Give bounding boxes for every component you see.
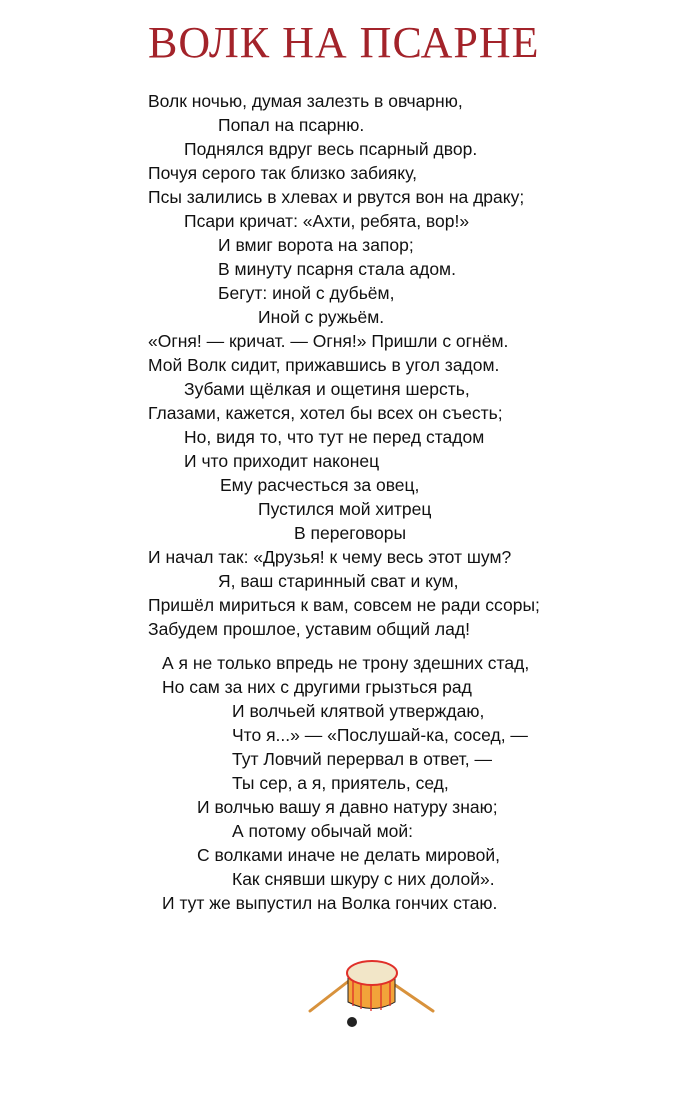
- poem-line: Ты сер, а я, приятель, сед,: [232, 773, 449, 793]
- poem-line: Почуя серого так близко забияку,: [148, 163, 417, 183]
- poem-line: Пустился мой хитрец: [258, 499, 432, 519]
- poem-line: И тут же выпустил на Волка гончих стаю.: [162, 893, 498, 913]
- poem-line: А я не только впредь не трону здешних стад,: [162, 653, 530, 673]
- poem-line: Но сам за них с другими грызться рад: [162, 677, 472, 697]
- poem-line: И начал так: «Друзья! к чему весь этот шум?: [148, 547, 512, 567]
- poem-line: Пришёл мириться к вам, совсем не ради ссоры;: [148, 595, 540, 615]
- poem-line: Что я...» — «Послушай-ка, сосед, —: [232, 725, 528, 745]
- poem-line: Забудем прошлое, уставим общий лад!: [148, 619, 470, 639]
- poem-title: ВОЛК НА ПСАРНЕ: [148, 18, 540, 67]
- poem-line: Бегут: иной с дубьём,: [218, 283, 395, 303]
- poem-line: И волчьей клятвой утверждаю,: [232, 701, 485, 721]
- poem-line: Глазами, кажется, хотел бы всех он съесть;: [148, 403, 503, 423]
- poem-line: И что приходит наконец: [184, 451, 380, 471]
- poem-line: Волк ночью, думая залезть в овчарню,: [148, 91, 463, 111]
- poem-line: Зубами щёлкая и ощетиня шерсть,: [184, 379, 470, 399]
- poem-line: «Огня! — кричат. — Огня!» Пришли с огнём.: [148, 331, 509, 351]
- poem-line: Но, видя то, что тут не перед стадом: [184, 427, 485, 447]
- poem-line: Псари кричат: «Ахти, ребята, вор!»: [184, 211, 470, 231]
- poem-line: Поднялся вдруг весь псарный двор.: [184, 139, 478, 159]
- poem-line: Ему расчесться за овец,: [220, 475, 420, 495]
- poem-line: Тут Ловчий перервал в ответ, —: [232, 749, 492, 769]
- poem-line: В минуту псарня стала адом.: [218, 259, 456, 279]
- poem-line: Попал на псарню.: [218, 115, 365, 135]
- poem-line: Я, ваш старинный сват и кум,: [218, 571, 459, 591]
- poem-line: В переговоры: [294, 523, 407, 543]
- drum-icon: [295, 940, 435, 1030]
- poem-line: И вмиг ворота на запор;: [218, 235, 414, 255]
- poem-line: И волчью вашу я давно натуру знаю;: [197, 797, 498, 817]
- poem-line: Мой Волк сидит, прижавшись в угол задом.: [148, 355, 500, 375]
- poem-line: А потому обычай мой:: [232, 821, 413, 841]
- poem-line: С волками иначе не делать мировой,: [197, 845, 501, 865]
- poem-line: Иной с ружьём.: [258, 307, 385, 327]
- poem-line: Как снявши шкуру с них долой».: [232, 869, 495, 889]
- poem-line: Псы залились в хлевах и рвутся вон на драку;: [148, 187, 525, 207]
